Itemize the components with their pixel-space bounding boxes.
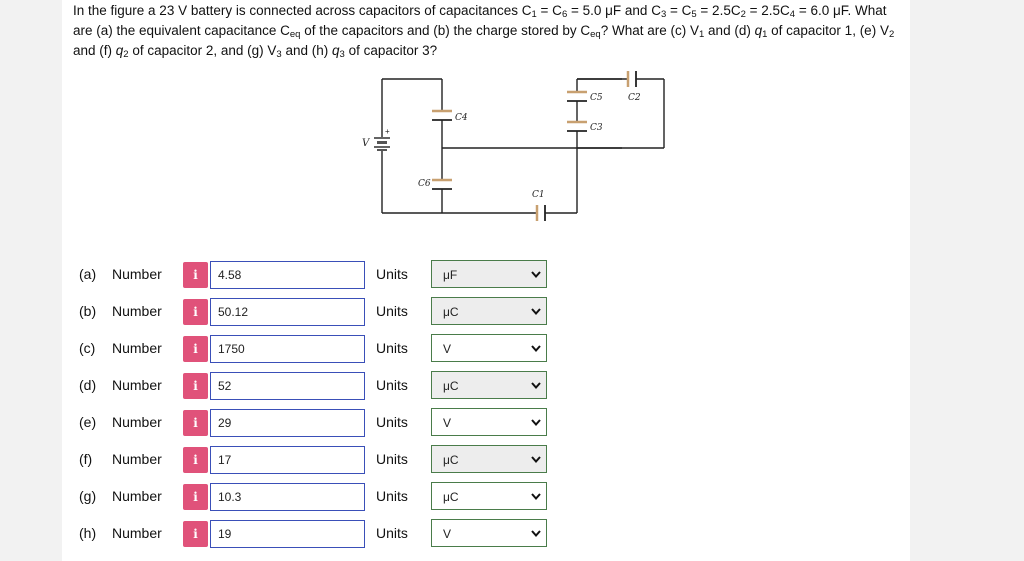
answer-input[interactable] — [210, 520, 365, 548]
capacitor-c1-symbol — [537, 205, 545, 221]
number-label: Number — [112, 414, 162, 430]
unit-select-value: V — [443, 527, 452, 541]
part-letter: (c) — [79, 340, 96, 356]
info-button[interactable] — [183, 373, 208, 399]
chevron-down-icon — [530, 379, 542, 391]
unit-select-value: V — [443, 342, 452, 356]
chevron-down-icon — [530, 416, 542, 428]
answer-input[interactable] — [210, 483, 365, 511]
info-icon: i — [193, 268, 198, 282]
answer-row — [62, 445, 910, 475]
info-button[interactable] — [183, 484, 208, 510]
units-label: Units — [376, 377, 408, 393]
part-letter: (g) — [79, 488, 97, 504]
answer-input[interactable] — [210, 261, 365, 289]
info-icon: i — [193, 490, 198, 504]
unit-select-value: μF — [443, 268, 458, 282]
units-label: Units — [376, 488, 408, 504]
capacitor-c5-label: C5 — [590, 93, 603, 103]
answer-row — [62, 519, 910, 549]
unit-select[interactable] — [431, 445, 547, 473]
chevron-down-icon — [530, 527, 542, 539]
unit-select[interactable] — [431, 371, 547, 399]
unit-select[interactable] — [431, 519, 547, 547]
part-letter: (b) — [79, 303, 97, 319]
unit-select-value: μC — [443, 379, 459, 393]
number-label: Number — [112, 377, 162, 393]
capacitor-c3-label: C3 — [590, 123, 603, 133]
capacitor-c6-symbol — [432, 180, 452, 189]
info-icon: i — [193, 527, 198, 541]
units-label: Units — [376, 340, 408, 356]
capacitor-c2-label: C2 — [628, 93, 641, 103]
question-page — [62, 0, 910, 561]
unit-select[interactable] — [431, 260, 547, 288]
answer-row — [62, 371, 910, 401]
answer-input[interactable] — [210, 335, 365, 363]
unit-select[interactable] — [431, 297, 547, 325]
capacitor-c1-label: C1 — [532, 190, 545, 200]
part-letter: (e) — [79, 414, 97, 430]
number-label: Number — [112, 340, 162, 356]
chevron-down-icon — [530, 490, 542, 502]
number-label: Number — [112, 451, 162, 467]
info-button[interactable] — [183, 262, 208, 288]
info-button[interactable] — [183, 336, 208, 362]
part-letter: (a) — [79, 266, 97, 282]
circuit-diagram-right — [562, 62, 682, 162]
answer-input[interactable] — [210, 409, 365, 437]
number-label: Number — [112, 303, 162, 319]
info-icon: i — [193, 342, 198, 356]
battery-symbol — [374, 138, 390, 151]
units-label: Units — [376, 414, 408, 430]
part-letter: (h) — [79, 525, 97, 541]
chevron-down-icon — [530, 453, 542, 465]
battery-plus: + — [385, 127, 390, 136]
info-icon: i — [193, 453, 198, 467]
capacitor-c2-symbol — [628, 71, 636, 87]
capacitor-c4-label: C4 — [455, 113, 468, 123]
answer-row — [62, 482, 910, 512]
number-label: Number — [112, 488, 162, 504]
info-icon: i — [193, 416, 198, 430]
chevron-down-icon — [530, 305, 542, 317]
number-label: Number — [112, 525, 162, 541]
part-letter: (f) — [79, 451, 93, 467]
info-button[interactable] — [183, 299, 208, 325]
part-letter: (d) — [79, 377, 97, 393]
info-button[interactable] — [183, 447, 208, 473]
unit-select[interactable] — [431, 334, 547, 362]
capacitor-c6-label: C6 — [418, 179, 431, 189]
question-text: In the figure a 23 V battery is connected across capacitors of capacitances $C_1 = C_6 = 5.0$ μF and $C_3 = C_5 = 2.5C_2 = 2.5C_4 = 6.0$ μF. What are (a) the equivalent capacitance $C_{eq}$ of the capacitors and (b) the charge stored by $C_{eq}$? What are (c) $V_1$ and (d) $q_1$ of capacitor 1, (e) $V_2$ and (f) $q_2$ of capacitor 2, and (g) $V_3$ and (h) $q_3$ of capacitor 3? — [73, 3, 895, 60]
info-icon: i — [193, 379, 198, 393]
units-label: Units — [376, 451, 408, 467]
answer-input[interactable] — [210, 446, 365, 474]
number-label: Number — [112, 266, 162, 282]
units-label: Units — [376, 266, 408, 282]
units-label: Units — [376, 525, 408, 541]
unit-select[interactable] — [431, 408, 547, 436]
answer-row — [62, 408, 910, 438]
unit-select-value: μC — [443, 490, 459, 504]
answer-row — [62, 334, 910, 364]
unit-select[interactable] — [431, 482, 547, 510]
answer-input[interactable] — [210, 298, 365, 326]
capacitor-c4-symbol — [432, 111, 452, 120]
answer-row — [62, 297, 910, 327]
answer-row — [62, 260, 910, 290]
unit-select-value: μC — [443, 453, 459, 467]
circuit-wires-right — [577, 79, 664, 148]
chevron-down-icon — [530, 342, 542, 354]
info-button[interactable] — [183, 410, 208, 436]
battery-label: V — [362, 138, 370, 149]
unit-select-value: V — [443, 416, 452, 430]
info-button[interactable] — [183, 521, 208, 547]
unit-select-value: μC — [443, 305, 459, 319]
info-icon: i — [193, 305, 198, 319]
units-label: Units — [376, 303, 408, 319]
answer-input[interactable] — [210, 372, 365, 400]
chevron-down-icon — [530, 268, 542, 280]
